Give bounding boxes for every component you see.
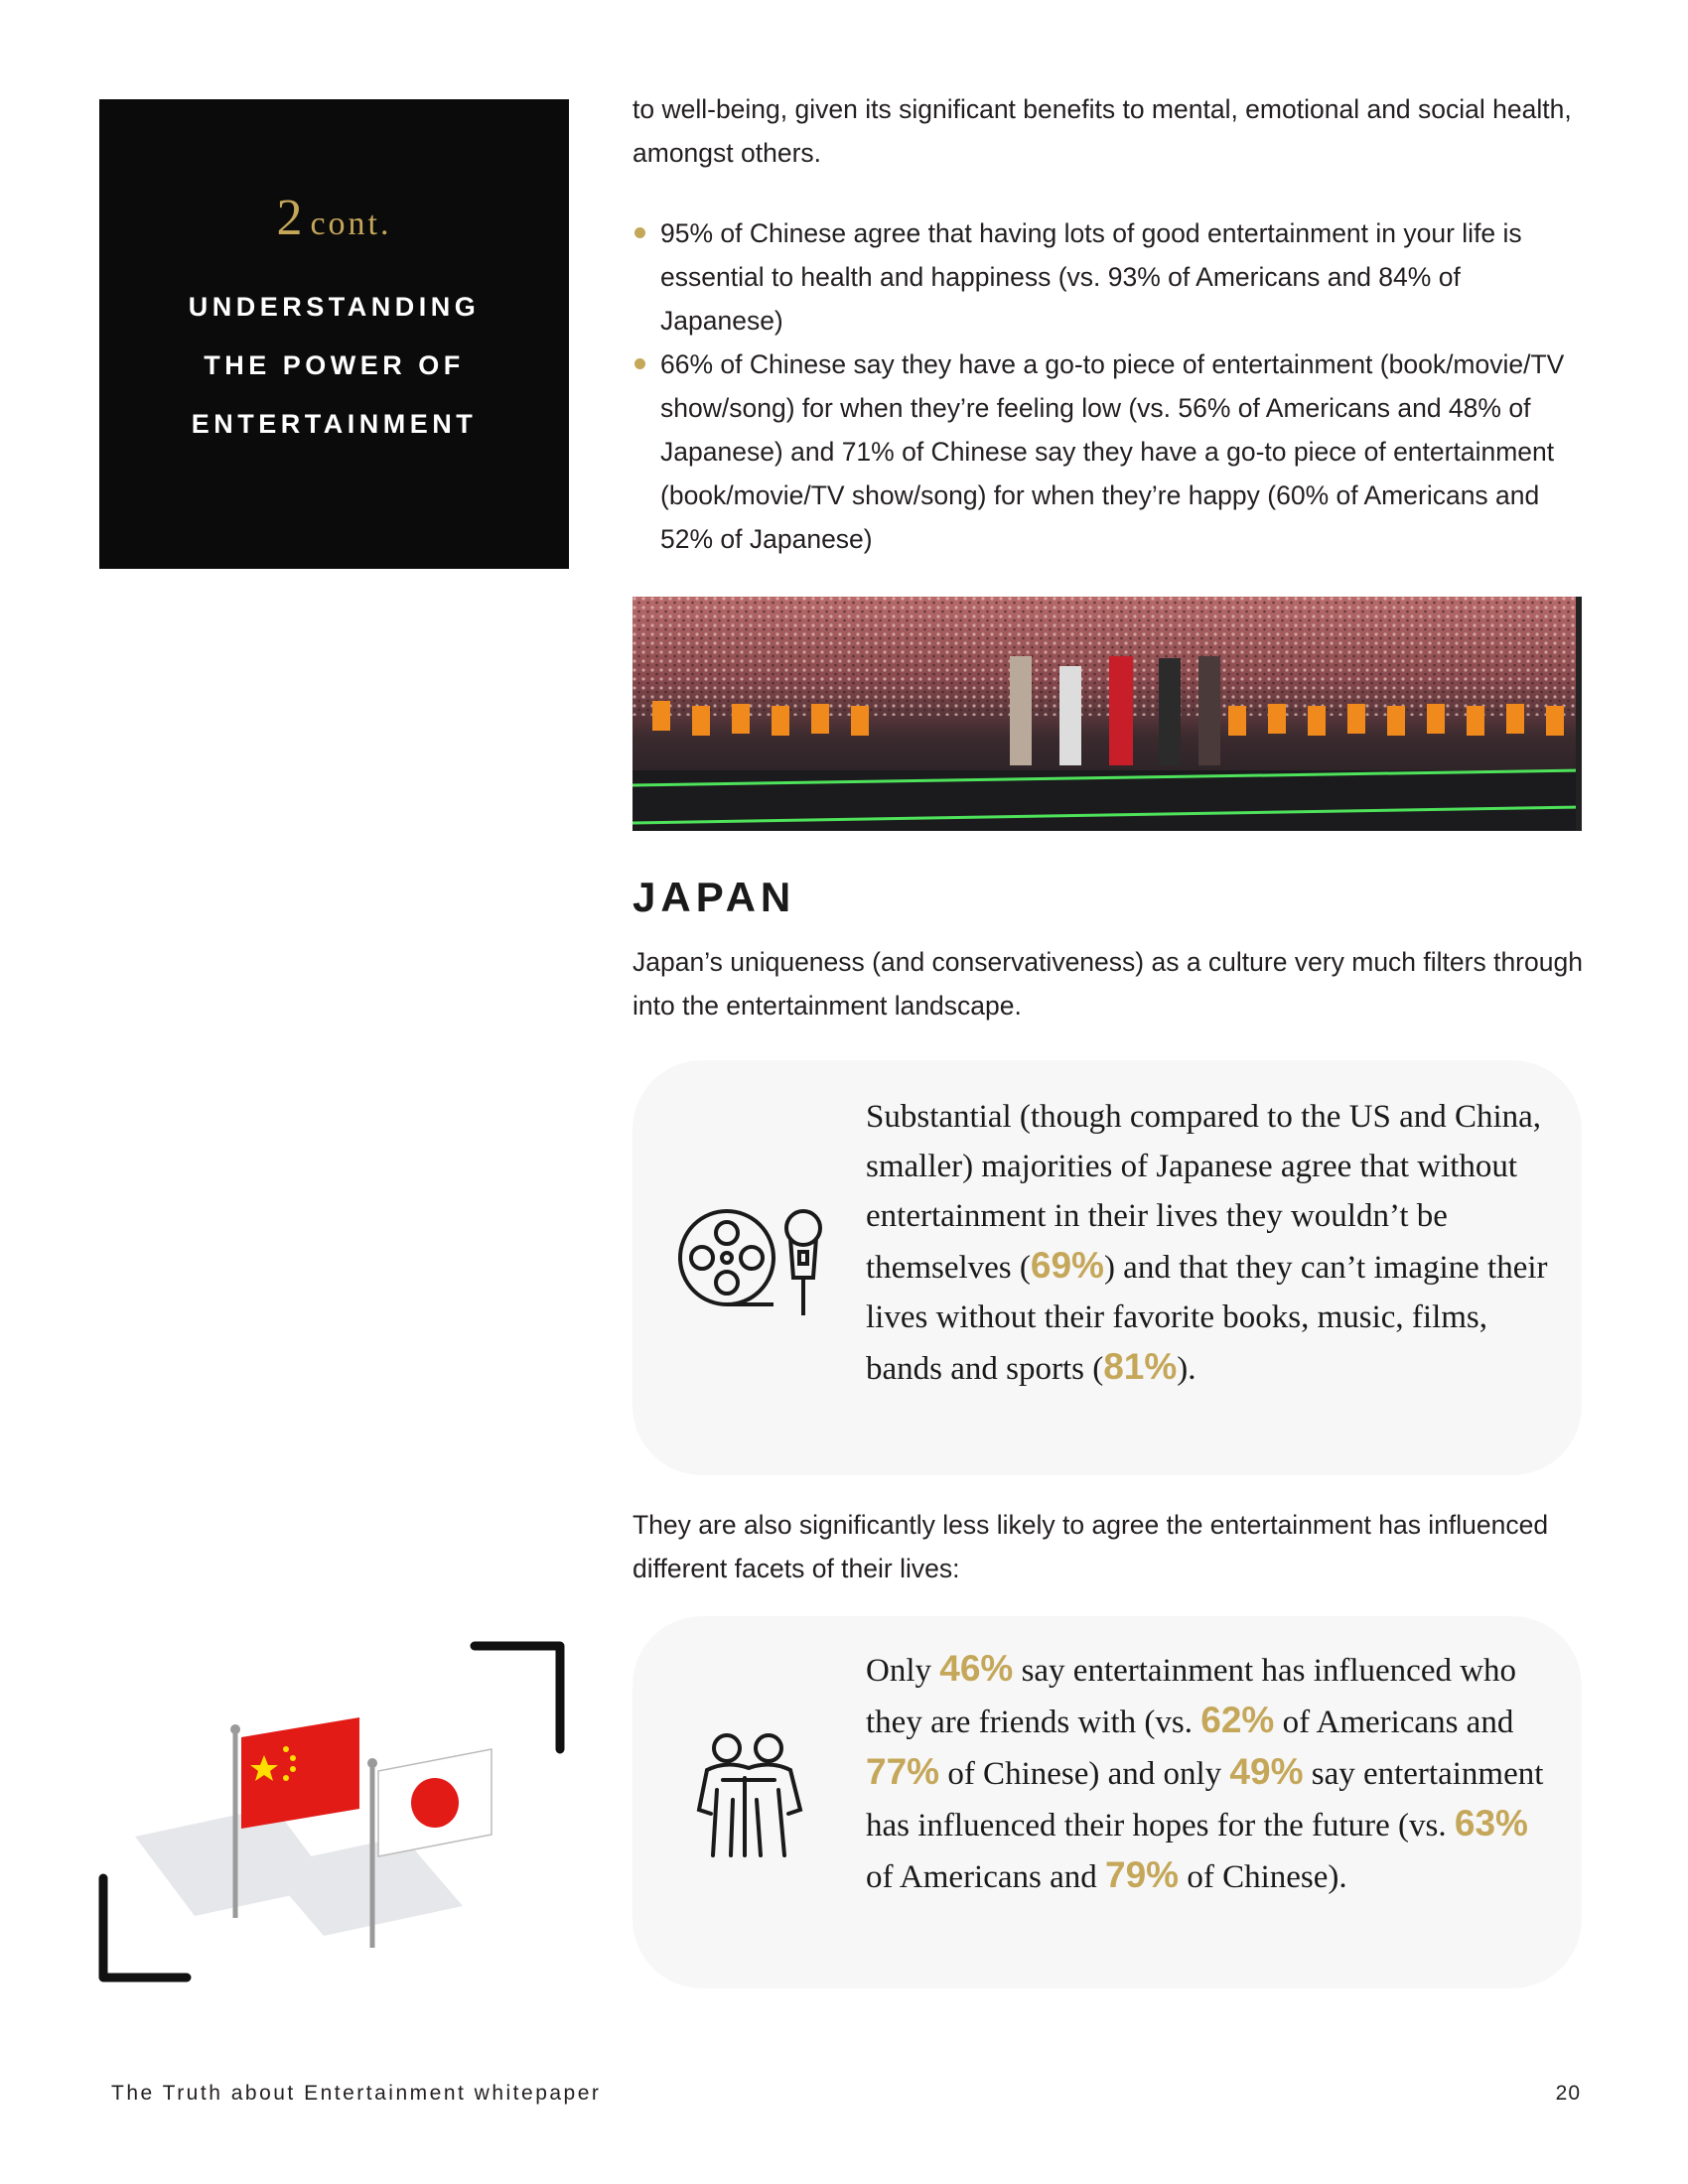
- section-title-line-2: THE POWER OF: [204, 350, 465, 380]
- callout-1-text: [866, 1092, 1551, 1394]
- callout-2-text-4: of Chinese) and only: [939, 1756, 1230, 1792]
- japan-middle-paragraph: They are also significantly less likely to agree the entertainment has influenced different facets of their lives:: [633, 1510, 1549, 1583]
- callout-2-text-3: of Americans and: [1274, 1705, 1514, 1740]
- bullet-text: 95% of Chinese agree that having lots of good entertainment in your life is essential to health and happiness (vs. 93% of Americans and 84% of Japanese): [660, 218, 1522, 336]
- page-number: 20: [1555, 2082, 1581, 2105]
- callout-2-text: [866, 1644, 1551, 1902]
- callout-1-text-b: ) and that they can’t imagine their lives without their favorite books, music, films, bands and sports (: [866, 1250, 1548, 1387]
- stats-bullet-list: [633, 211, 1586, 561]
- callout-2-pct-china-friends: 77%: [866, 1751, 940, 1792]
- bullet-dot: [634, 358, 645, 369]
- callout-2-text-1: Only: [866, 1653, 940, 1689]
- callout-2-text-6: of Americans and: [866, 1859, 1106, 1895]
- section-title-line-3: ENTERTAINMENT: [191, 409, 478, 439]
- section-number-suffix: cont.: [310, 205, 392, 242]
- callout-2-text-5: say entertainment has influenced their hopes for the future (vs.: [866, 1756, 1544, 1843]
- friends-embracing-icon: [687, 1730, 816, 1864]
- callout-japan-stats-1: [633, 1060, 1582, 1475]
- japan-intro: Japan’s uniqueness (and conservativeness) as a culture very much filters through into the entertainment landscape.: [633, 947, 1583, 1021]
- callout-2-pct-us-friends: 62%: [1200, 1700, 1275, 1740]
- callout-2-text-2: say entertainment has influenced who they are friends with (vs.: [866, 1653, 1517, 1740]
- flags-illustration: [95, 1638, 572, 2000]
- footer-title: The Truth about Entertainment whitepaper: [111, 2082, 602, 2105]
- concert-photo: [633, 597, 1582, 831]
- bullet-item: [633, 211, 1586, 342]
- section-number-digit: 2: [276, 190, 305, 246]
- callout-japan-stats-2: [633, 1616, 1582, 1988]
- concert-photo-graphic: [633, 597, 1582, 831]
- callout-2-pct-us-hopes: 63%: [1454, 1803, 1528, 1843]
- callout-2-pct-china-hopes: 79%: [1105, 1854, 1180, 1895]
- bullet-dot: [634, 227, 645, 238]
- section-header-box: [99, 99, 569, 569]
- film-reel-microphone-icon: [677, 1206, 836, 1325]
- callout-1-pct-imagine: 81%: [1103, 1346, 1178, 1387]
- callout-1-text-a: Substantial (though compared to the US and China, smaller) majorities of Japanese agree that without entertainment in their lives they wouldn’t be themselves (: [866, 1099, 1542, 1286]
- intro-paragraph: to well-being, given its significant benefits to mental, emotional and social health, amongst others.: [633, 94, 1572, 168]
- japan-heading: JAPAN: [633, 874, 796, 920]
- callout-1-text-c: ).: [1177, 1351, 1196, 1387]
- section-number: [99, 189, 569, 247]
- bullet-item: [633, 342, 1586, 561]
- callout-2-pct-japan-friends: 46%: [939, 1648, 1014, 1689]
- callout-2-pct-japan-hopes: 49%: [1229, 1751, 1304, 1792]
- china-japan-flags-graphic: [95, 1638, 572, 1995]
- callout-1-pct-themselves: 69%: [1030, 1245, 1104, 1286]
- bullet-text: 66% of Chinese say they have a go-to piece of entertainment (book/movie/TV show/song) for when they’re feeling low (vs. 56% of Americans and 48% of Japanese) and 71% of Chinese say they have a go-to piece of entertainment (book/movie/TV show/song) for when they’re happy (60% of Americans and 52% of Japanese): [660, 349, 1565, 554]
- section-title: [99, 278, 569, 454]
- callout-2-text-7: of Chinese).: [1179, 1859, 1347, 1895]
- section-title-line-1: UNDERSTANDING: [188, 292, 481, 322]
